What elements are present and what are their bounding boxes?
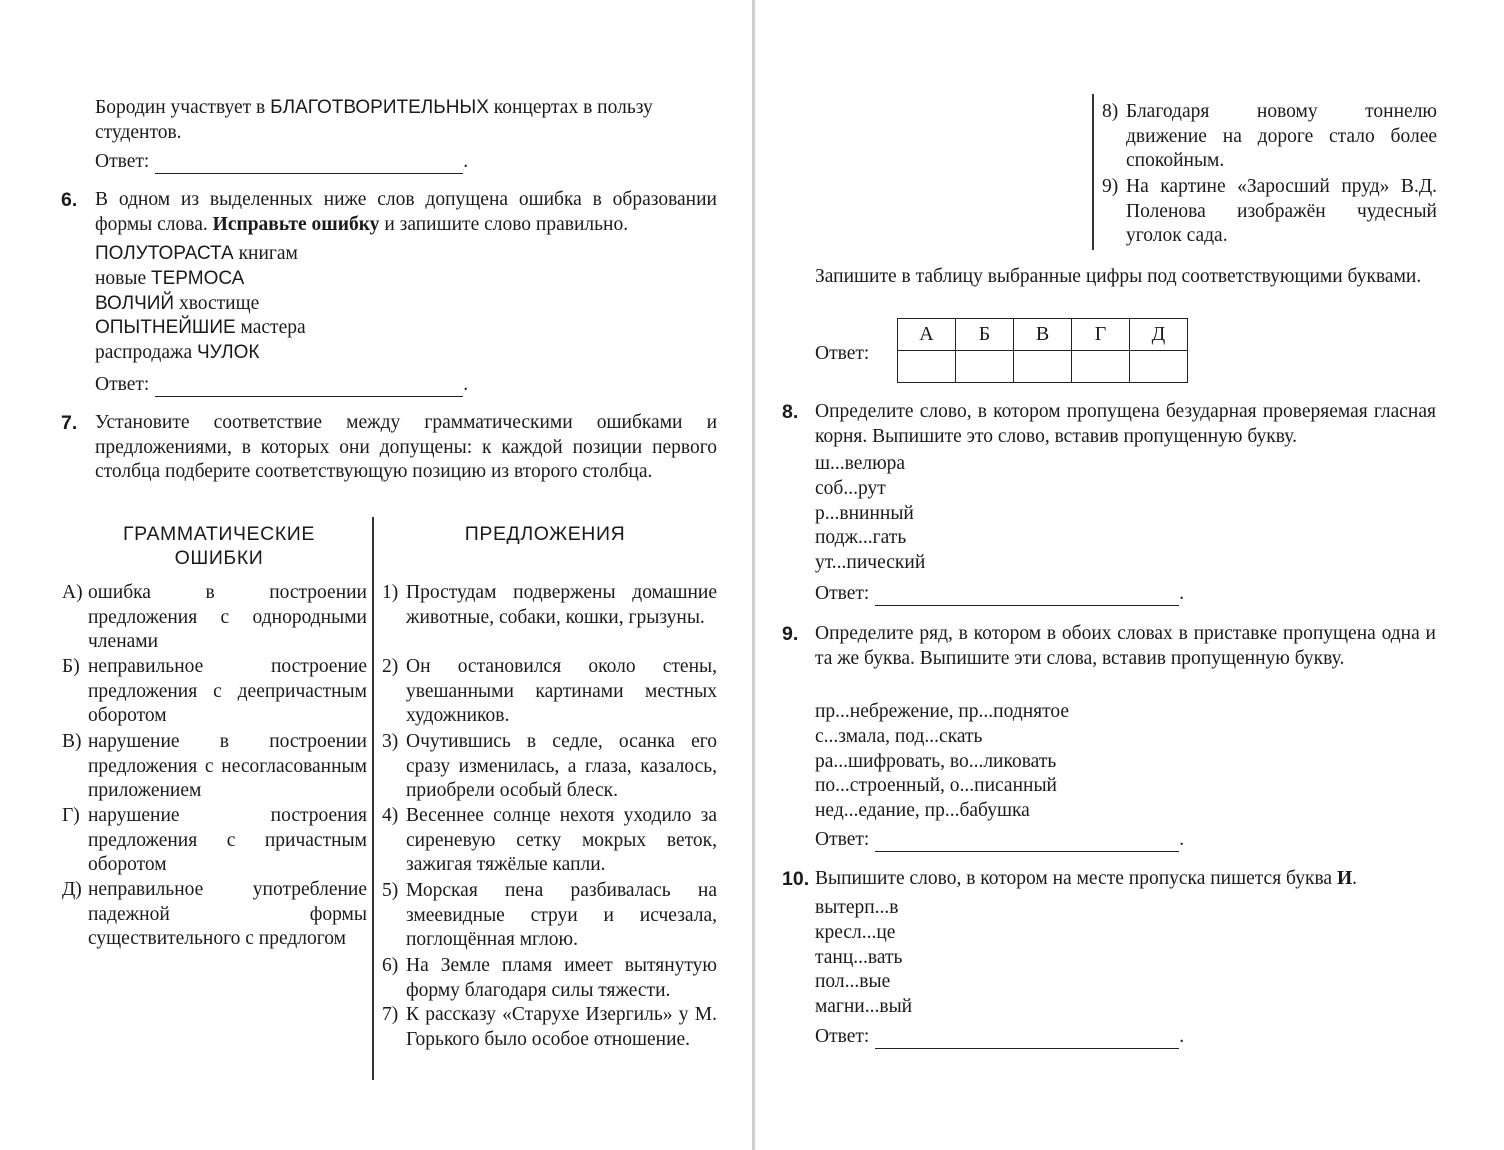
- table-answer-label: Ответ:: [815, 343, 870, 364]
- intro-sentence: Бородин участвует в БЛАГОТВОРИТЕЛЬНЫХ концертах в пользу студентов.: [95, 97, 653, 143]
- task-9-number: 9.: [782, 623, 799, 645]
- column-divider-continued: [1092, 94, 1094, 250]
- table-cell-a[interactable]: [898, 351, 956, 383]
- intro-answer[interactable]: Ответ: .: [95, 151, 469, 172]
- sentence-option-6: 6) На Земле пламя имеет вытянутую форму благодаря силы тяжести.: [382, 955, 717, 1001]
- table-header-a: А: [898, 319, 956, 351]
- word-item: распродажа ЧУЛОК: [95, 342, 260, 364]
- answer-label: Ответ:: [815, 583, 870, 604]
- word-item: вытерп...в: [815, 897, 899, 918]
- page-gutter: [752, 0, 755, 1150]
- word-item: ПОЛУТОРАСТА книгам: [95, 243, 298, 264]
- word-item: ОПЫТНЕЙШИЕ мастера: [95, 317, 306, 339]
- task-10-answer[interactable]: Ответ: .: [815, 1026, 1185, 1047]
- error-option-a: А) ошибка в построении предложения с однородными членами: [62, 582, 367, 652]
- sentence-option-8: 8) Благодаря новому тоннелю движение на дороге стало более спокойным.: [1102, 101, 1437, 171]
- table-header-g: Г: [1072, 319, 1130, 351]
- answer-label: Ответ:: [815, 1026, 870, 1047]
- word-item: р...внинный: [815, 502, 914, 524]
- word-item: танц...вать: [815, 946, 903, 968]
- table-header-b: Б: [956, 319, 1014, 351]
- answer-line[interactable]: [875, 587, 1179, 606]
- task-10-word-list: [815, 896, 912, 1020]
- sentence-option-4: 4) Весеннее солнце нехотя уходило за сиреневую сетку мокрых веток, зажигая тяжёлые капли.: [382, 805, 717, 875]
- task-9-text: Определите ряд, в котором в обоих словах в приставке пропущена одна и та же буква. Выпишите эти слова, вставив пропущенную букву.: [815, 623, 1436, 669]
- answer-label: Ответ:: [95, 374, 150, 395]
- answer-table[interactable]: [897, 318, 1188, 383]
- sentence-option-1: 1) Простудам подвержены домашние животные, собаки, кошки, грызуны.: [382, 582, 717, 628]
- task-7-number: 7.: [61, 412, 78, 434]
- task-8-answer[interactable]: Ответ: .: [815, 583, 1185, 604]
- table-cell-d[interactable]: [1130, 351, 1188, 383]
- table-cell-b[interactable]: [956, 351, 1014, 383]
- word-item: ВОЛЧИЙ хвостище: [95, 292, 260, 314]
- answer-line[interactable]: [875, 833, 1179, 852]
- right-page: [756, 0, 1504, 1150]
- table-header-d: Д: [1130, 319, 1188, 351]
- answer-label: Ответ:: [95, 151, 150, 172]
- task-6-word-list: [95, 242, 306, 366]
- task-6-text: В одном из выделенных ниже слов допущена ошибка в образовании формы слова. Исправьте ошибку и запишите слово правильно.: [95, 189, 717, 235]
- sentence-option-2: 2) Он остановился около стены, увешанными картинами местных художников.: [382, 656, 717, 726]
- task-7-text: Установите соответствие между грамматическими ошибками и предложениями, в которых они допущены: к каждой позиции первого столбца подберите соответствующую позицию из второго столбца.: [95, 412, 717, 482]
- word-item: магни...вый: [815, 996, 913, 1018]
- column-head-errors: ГРАММАТИЧЕСКИЕ ОШИБКИ: [122, 523, 316, 569]
- answer-line[interactable]: [155, 378, 463, 397]
- word-item: с...змала, под...скать: [815, 725, 983, 747]
- task-10-text: Выпишите слово, в котором на месте пропуска пишется буква И.: [815, 868, 1357, 889]
- task-8-number: 8.: [782, 401, 799, 423]
- table-instruction: Запишите в таблицу выбранные цифры под соответствующими буквами.: [815, 266, 1422, 287]
- sentence-option-5: 5) Морская пена разбивалась на змеевидные струи и исчезала, поглощённая мглою.: [382, 880, 717, 950]
- word-item: ут...пический: [815, 552, 926, 574]
- answer-label: Ответ:: [815, 829, 870, 850]
- task-8-word-list: [815, 452, 925, 576]
- word-item: кресл...це: [815, 921, 896, 943]
- sentence-option-3: 3) Очутившись в седле, осанка его сразу изменилась, а глаза, казалось, приобрели особый блеск.: [382, 731, 717, 801]
- sentence-option-7: 7) К рассказу «Старухе Изергиль» у М. Горького было особое отношение.: [382, 1004, 717, 1050]
- error-option-v: В) нарушение в построении предложения с несогласованным приложением: [62, 731, 367, 801]
- word-item: соб...рут: [815, 477, 886, 499]
- task-6-answer[interactable]: Ответ: .: [95, 374, 469, 395]
- word-item: подж...гать: [815, 527, 907, 549]
- error-option-b: Б) неправильное построение предложения с деепричастным оборотом: [62, 656, 367, 726]
- word-item: по...строенный, о...писанный: [815, 775, 1057, 797]
- task-6-number: 6.: [61, 189, 78, 211]
- task-9-word-list: [815, 700, 1069, 824]
- table-cell-v[interactable]: [1014, 351, 1072, 383]
- error-option-d: Д) неправильное употребление падежной формы существительного с предлогом: [62, 879, 367, 949]
- error-option-g: Г) нарушение построения предложения с причастным оборотом: [62, 805, 367, 875]
- sentence-option-9: 9) На картине «Заросший пруд» В.Д. Поленова изображён чудесный уголок сада.: [1102, 176, 1437, 246]
- table-header-v: В: [1014, 319, 1072, 351]
- word-item: нед...едание, пр...бабушка: [815, 800, 1030, 822]
- answer-line[interactable]: [875, 1030, 1179, 1049]
- word-item: ш...велюра: [815, 453, 906, 474]
- column-divider: [372, 517, 374, 1080]
- task-9-answer[interactable]: Ответ: .: [815, 829, 1185, 850]
- word-item: пол...вые: [815, 971, 891, 993]
- word-item: пр...небрежение, пр...поднятое: [815, 701, 1070, 722]
- task-10-number: 10.: [782, 868, 810, 890]
- table-cell-g[interactable]: [1072, 351, 1130, 383]
- answer-line[interactable]: [155, 155, 463, 174]
- word-item: ра...шифровать, во...ликовать: [815, 750, 1057, 772]
- task-8-text: Определите слово, в котором пропущена безударная проверяемая гласная корня. Выпишите это слово, вставив пропущенную букву.: [815, 401, 1436, 447]
- column-head-sentences: ПРЕДЛОЖЕНИЯ: [464, 523, 626, 545]
- word-item: новые ТЕРМОСА: [95, 267, 245, 289]
